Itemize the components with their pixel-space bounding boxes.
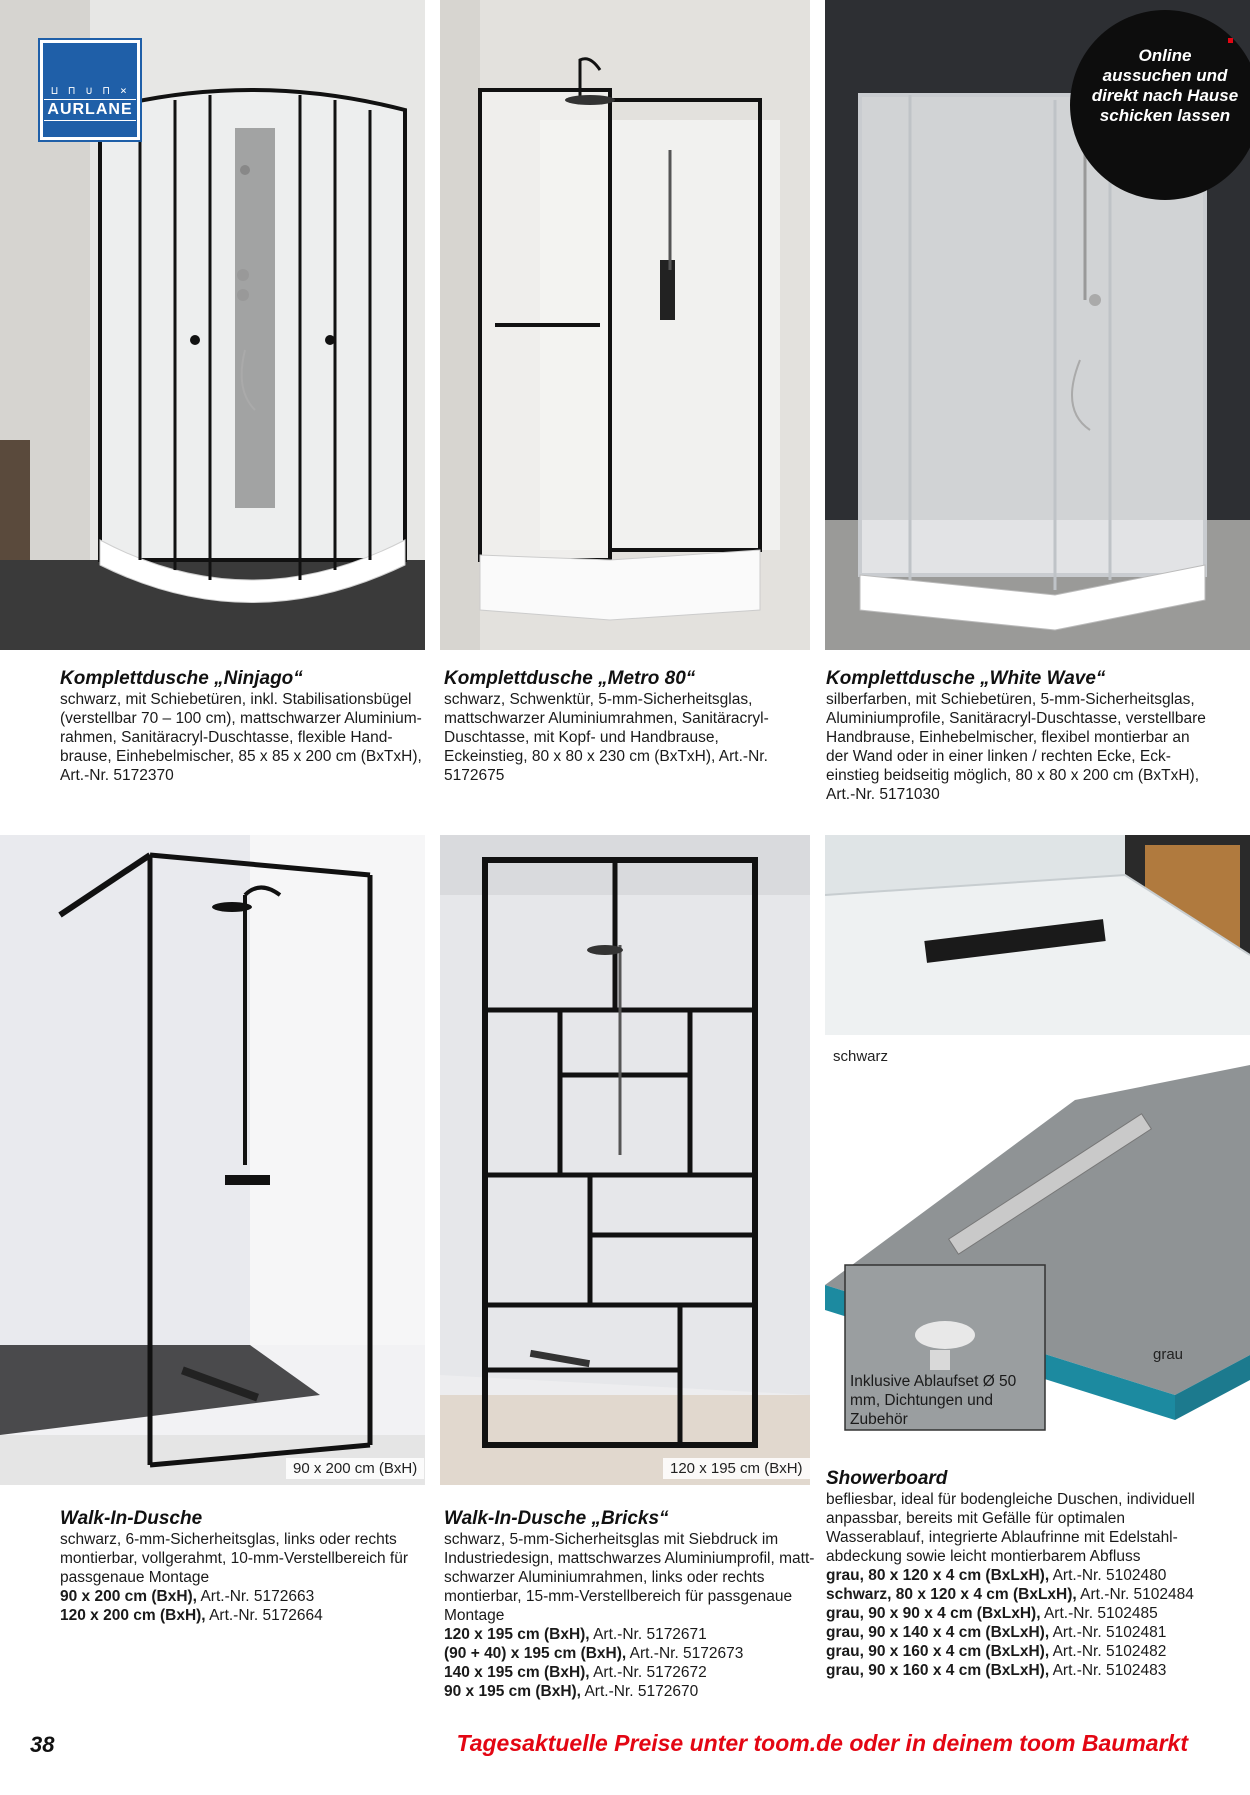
variant-size: grau, 90 x 140 x 4 cm (BxLxH), xyxy=(826,1624,1050,1641)
product-title: Komplettdusche „Ninjago“ xyxy=(60,668,303,689)
variant-line xyxy=(60,1606,430,1625)
badge-line: direkt nach Hause xyxy=(1091,86,1239,105)
variant-art: Art.-Nr. 5172664 xyxy=(209,1607,323,1624)
product-title: Walk-In-Dusche „Bricks“ xyxy=(444,1508,669,1529)
product-title: Walk-In-Dusche xyxy=(60,1508,203,1529)
badge-line: schicken lassen xyxy=(1099,106,1231,125)
product-bricks xyxy=(444,1508,819,1701)
variant-line xyxy=(826,1604,1221,1623)
variant-line xyxy=(826,1585,1221,1604)
photo-bricks-shower xyxy=(440,835,810,1485)
variant-line xyxy=(60,1587,430,1606)
variant-art: Art.-Nr. 5172673 xyxy=(629,1645,744,1662)
variant-size: grau, 90 x 160 x 4 cm (BxLxH), xyxy=(826,1643,1050,1660)
variant-art: Art.-Nr. 5102481 xyxy=(1052,1624,1167,1641)
photo-walk-in-shower xyxy=(0,835,425,1485)
variant-size: 90 x 195 cm (BxH), xyxy=(444,1683,581,1700)
product-description: befliesbar, ideal für bodengleiche Duschen, individuell anpassbar, bereits mit Gefälle für optimalen Wasserablauf, integrierte Ablaufrinne mit Edelstahlabdeckung sowie leicht montierbarem Abfluss xyxy=(826,1491,1195,1565)
product-walk-in xyxy=(60,1508,430,1625)
product-description: schwarz, mit Schiebetüren, inkl. Stabilisationsbügel (verstellbar 70 – 100 cm), mattschwarzer Aluminiumrahmen, Sanitäracryl-Duschtasse, flexible Handbrause, Einhebelmischer, 85 x 85 x 200 cm (BxTxH), Art.-Nr. 5172370 xyxy=(60,691,422,784)
online-badge-text xyxy=(1090,46,1240,126)
color-tag-black: schwarz xyxy=(826,1046,895,1067)
badge-line: Online xyxy=(1138,46,1192,65)
product-ninjago xyxy=(60,668,430,785)
variant-line xyxy=(444,1682,819,1701)
product-title: Showerboard xyxy=(826,1468,948,1489)
variant-list xyxy=(60,1587,430,1625)
variant-art: Art.-Nr. 5102480 xyxy=(1052,1567,1167,1584)
variant-line xyxy=(444,1644,819,1663)
page-number: 38 xyxy=(30,1732,55,1757)
variant-line xyxy=(826,1623,1221,1642)
product-title: Komplettdusche „Metro 80“ xyxy=(444,668,696,689)
variant-size: grau, 90 x 160 x 4 cm (BxLxH), xyxy=(826,1662,1050,1679)
variant-art: Art.-Nr. 5102483 xyxy=(1052,1662,1167,1679)
photo-metro-shower xyxy=(440,0,810,650)
variant-art: Art.-Nr. 5102482 xyxy=(1052,1643,1167,1660)
product-description: schwarz, 6-mm-Sicherheitsglas, links oder rechts montierbar, vollgerahmt, 10-mm-Verstellbereich für passgenaue Montage xyxy=(60,1531,409,1586)
variant-line xyxy=(444,1625,819,1644)
badge-line: aussuchen und xyxy=(1102,66,1228,85)
logo-glyphs: ⊔ ⊓ ∪ ⊓ × xyxy=(51,84,129,97)
variant-art: Art.-Nr. 5172672 xyxy=(593,1664,707,1681)
color-tag-grey: grau xyxy=(1153,1346,1184,1363)
variant-line xyxy=(826,1566,1221,1585)
variant-list xyxy=(826,1566,1221,1680)
aurlane-logo xyxy=(40,40,140,140)
variant-art: Art.-Nr. 5172671 xyxy=(593,1626,707,1643)
footer-promo-text: Tagesaktuelle Preise unter toom.de oder in deinem toom Baumarkt xyxy=(456,1730,1188,1756)
variant-line xyxy=(444,1663,819,1682)
variant-size: grau, 90 x 90 x 4 cm (BxLxH), xyxy=(826,1605,1041,1622)
product-metro xyxy=(444,668,799,785)
variant-size: 90 x 200 cm (BxH), xyxy=(60,1588,197,1605)
logo-text: AURLANE xyxy=(44,99,135,121)
showerboard-inset-text: Inklusive Ablaufset Ø 50 mm, Dichtungen und Zubehör xyxy=(850,1373,1017,1428)
badge-red-dot xyxy=(1228,38,1233,43)
size-tag-walk-in: 90 x 200 cm (BxH) xyxy=(286,1458,424,1479)
product-showerboard xyxy=(826,1468,1221,1680)
product-white-wave xyxy=(826,668,1211,804)
variant-size: grau, 80 x 120 x 4 cm (BxLxH), xyxy=(826,1567,1050,1584)
product-description: silberfarben, mit Schiebetüren, 5-mm-Sicherheitsglas, Aluminiumprofile, Sanitäracryl-Duschtasse, verstellbare Handbrause, Einhebelmischer, flexibel montierbar an der Wand oder in einer linken / rechten Ecke, Eckeinstieg beidseitig möglich, 80 x 80 x 200 cm (BxTxH), Art.-Nr. 5171030 xyxy=(826,691,1206,803)
variant-art: Art.-Nr. 5102485 xyxy=(1043,1605,1158,1622)
variant-list xyxy=(444,1625,819,1701)
variant-size: 120 x 195 cm (BxH), xyxy=(444,1626,590,1643)
product-title: Komplettdusche „White Wave“ xyxy=(826,668,1106,689)
variant-art: Art.-Nr. 5172663 xyxy=(200,1588,315,1605)
product-description: schwarz, Schwenktür, 5-mm-Sicherheitsglas, mattschwarzer Aluminiumrahmen, Sanitäracryl-Duschtasse, mit Kopf- und Handbrause, Eckeinstieg, 80 x 80 x 230 cm (BxTxH), Art.-Nr. 5172675 xyxy=(444,691,769,784)
variant-size: 120 x 200 cm (BxH), xyxy=(60,1607,206,1624)
variant-line xyxy=(826,1642,1221,1661)
variant-size: (90 + 40) x 195 cm (BxH), xyxy=(444,1645,627,1662)
variant-size: schwarz, 80 x 120 x 4 cm (BxLxH), xyxy=(826,1586,1077,1603)
variant-art: Art.-Nr. 5172670 xyxy=(584,1683,699,1700)
size-tag-bricks: 120 x 195 cm (BxH) xyxy=(663,1458,810,1479)
variant-art: Art.-Nr. 5102484 xyxy=(1080,1586,1194,1603)
variant-size: 140 x 195 cm (BxH), xyxy=(444,1664,590,1681)
product-description: schwarz, 5-mm-Sicherheitsglas mit Siebdruck im Industriedesign, mattschwarzes Aluminiumprofil, mattschwarzer Aluminiumrahmen, links oder rechts montierbar, 15-mm-Verstellbereich für passgenaue Montage xyxy=(444,1531,815,1624)
variant-line xyxy=(826,1661,1221,1680)
